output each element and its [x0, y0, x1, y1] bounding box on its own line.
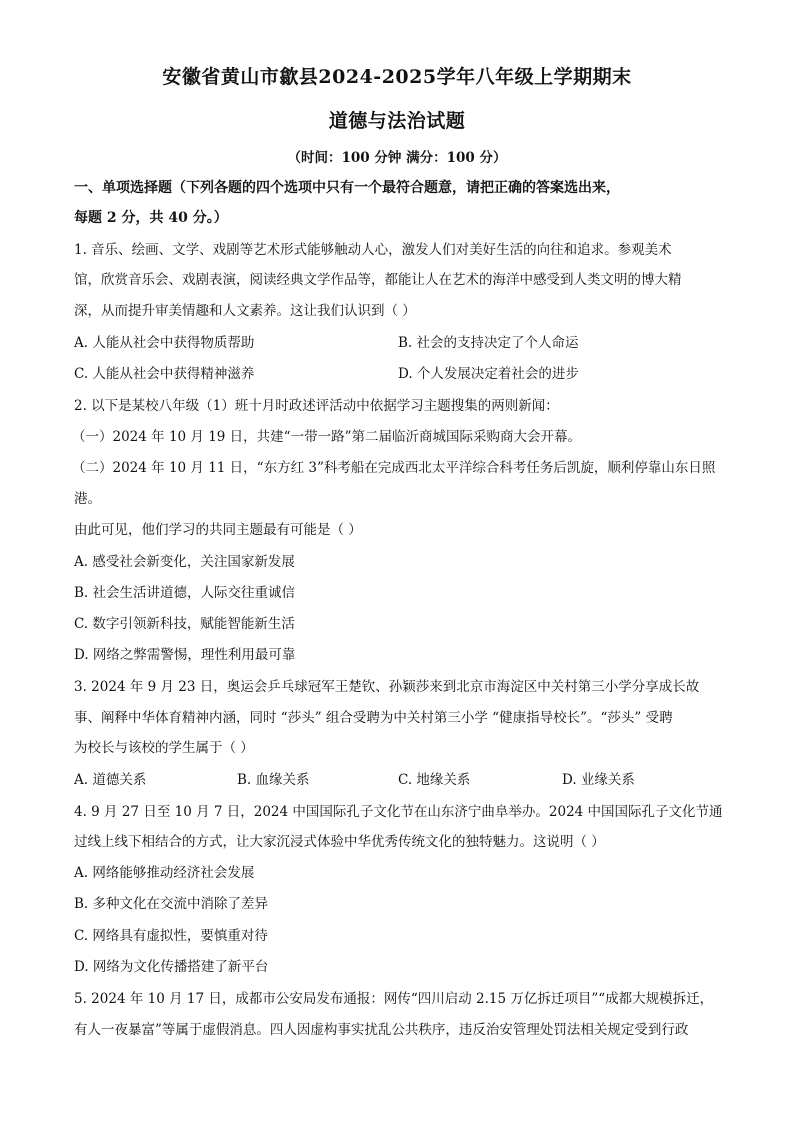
q1-option-c: C. 人能从社会中获得精神滋养	[74, 366, 255, 382]
q1-stem: 深，从而提升审美情趣和人文素养。这让我们认识到（ ）	[74, 303, 416, 319]
q3-option-b: B. 血缘关系	[237, 772, 310, 788]
q3-option-d: D. 业缘关系	[562, 772, 635, 788]
q4-option-a: A. 网络能够推动经济社会发展	[74, 865, 255, 881]
q4-option-b: B. 多种文化在交流中消除了差异	[74, 896, 269, 912]
section-heading: 一、单项选择题（下列各题的四个选项中只有一个最符合题意，请把正确的答案选出来，	[74, 180, 620, 196]
q2-news-2: （二）2024 年 10 月 11 日，“东方红 3”科考船在完成西北太平洋综合科考任务后凯旋，顺利停靠山东日照	[72, 460, 716, 476]
q2-option-d: D. 网络之弊需警惕，理性利用最可靠	[74, 647, 296, 663]
q4-stem: 过线上线下相结合的方式，让大家沉浸式体验中华优秀传统文化的独特魅力。这说明（ ）	[74, 834, 605, 850]
q2-news-1: （一）2024 年 10 月 19 日，共建“一带一路”第二届临沂商城国际采购商大会开幕。	[72, 429, 581, 445]
exam-subject: 道德与法治试题	[328, 110, 466, 132]
exam-meta: （时间：100 分钟 满分：100 分）	[287, 150, 507, 166]
q3-option-a: A. 道德关系	[74, 772, 147, 788]
q2-option-a: A. 感受社会新变化，关注国家新发展	[74, 554, 295, 570]
exam-title: 安徽省黄山市歙县2024-2025学年八年级上学期期末	[162, 66, 632, 88]
q1-stem: 馆，欣赏音乐会、戏剧表演，阅读经典文学作品等，都能让人在艺术的海洋中感受到人类文明的博大精	[74, 272, 682, 288]
q5-stem: 有人一夜暴富”等属于虚假消息。四人因虚构事实扰乱公共秩序，违反治安管理处罚法相关规定受到行政	[74, 1022, 689, 1038]
q2-stem: 2. 以下是某校八年级（1）班十月时政述评活动中依据学习主题搜集的两则新闻：	[74, 398, 559, 414]
q1-option-a: A. 人能从社会中获得物质帮助	[74, 335, 255, 351]
q2-news-2-cont: 港。	[74, 491, 101, 507]
q3-stem: 3. 2024 年 9 月 23 日，奥运会乒乓球冠军王楚钦、孙颖莎来到北京市海淀区中关村第三小学分享成长故	[74, 679, 700, 695]
q1-option-b: B. 社会的支持决定了个人命运	[398, 335, 579, 351]
q5-stem: 5. 2024 年 10 月 17 日，成都市公安局发布通报：网传“四川启动 2.15 万亿拆迁项目”“成都大规模拆迁，	[74, 991, 714, 1007]
q4-option-c: C. 网络具有虚拟性，要慎重对待	[74, 928, 268, 944]
q4-stem: 4. 9 月 27 日至 10 月 7 日，2024 中国国际孔子文化节在山东济宁曲阜举办。2024 中国国际孔子文化节通	[74, 804, 723, 820]
q1-stem: 1. 音乐、绘画、文学、戏剧等艺术形式能够触动人心，激发人们对美好生活的向往和追求。参观美术	[74, 242, 672, 258]
q2-question: 由此可见，他们学习的共同主题最有可能是（ ）	[74, 522, 362, 538]
q3-stem: 为校长与该校的学生属于（ ）	[74, 740, 254, 756]
q1-option-d: D. 个人发展决定着社会的进步	[398, 366, 579, 382]
q3-option-c: C. 地缘关系	[398, 772, 471, 788]
q4-option-d: D. 网络为文化传播搭建了新平台	[74, 959, 269, 975]
q3-stem: 事、阐释中华体育精神内涵，同时 “莎头” 组合受聘为中关村第三小学 “健康指导校长”。“莎头” 受聘	[74, 710, 673, 726]
q2-option-c: C. 数字引领新科技，赋能智能新生活	[74, 616, 295, 632]
section-heading-cont: 每题 2 分，共 40 分。）	[74, 210, 228, 226]
q2-option-b: B. 社会生活讲道德，人际交往重诚信	[74, 585, 296, 601]
